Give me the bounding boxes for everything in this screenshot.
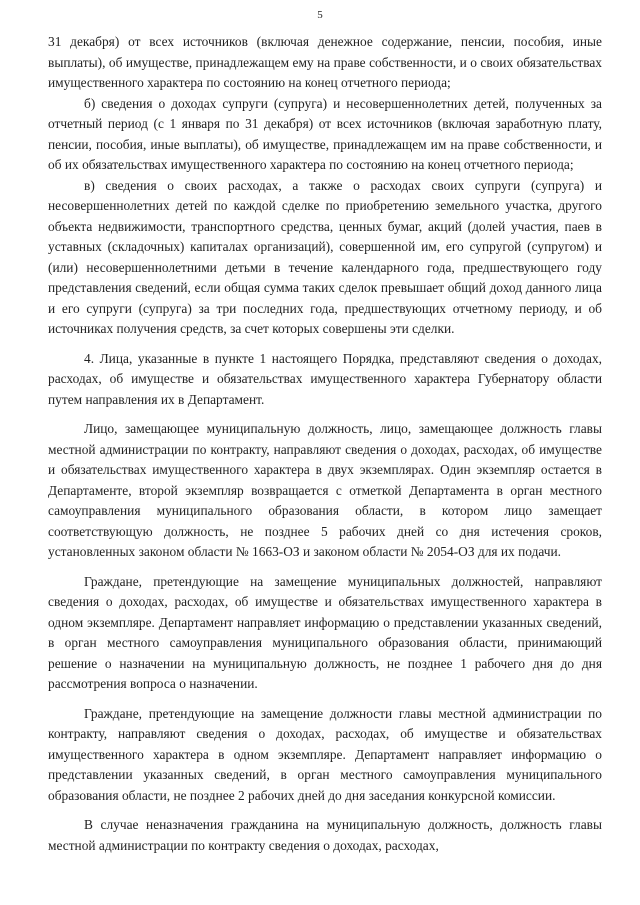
paragraph-continuation: 31 декабря) от всех источников (включая денежное содержание, пенсии, пособия, иные выплаты), об имуществе, принадлежащем ему на праве собственности, и о своих обязательствах имущественного характера по состоянию на конец отчетного периода; bbox=[48, 34, 602, 90]
paragraph-candidates-municipal: Граждане, претендующие на замещение муниципальных должностей, направляют сведения о доходах, расходах, об имуществе и обязательствах имущественного характера в одном экземпляре. Департамент направляет информацию о представлении указанных сведений, в орган местного самоуправления муниципального образования области, принимающий решение о назначении на муниципальную должность, не позднее 1 рабочего дня до дня рассмотрения вопроса о назначении. bbox=[48, 573, 602, 691]
paragraph-item-4: 4. Лица, указанные в пункте 1 настоящего Порядка, представляют сведения о доходах, расходах, об имуществе и обязательствах имущественного характера Губернатору области путем направления их в Департамент. bbox=[48, 350, 602, 407]
page-number: 5 bbox=[317, 9, 323, 21]
paragraph-v: в) сведения о своих расходах, а также о расходах своих супруги (супруга) и несовершеннолетних детей по каждой сделке по приобретению земельного участка, другого объекта недвижимости, транспортного средства, ценных бумаг, акций (долей участия, паев в уставных (складочных) капиталах организаций), совершенной им, его супругой (супругом) и (или) несовершеннолетними детьми в течение календарного года, предшествующего году представления сведений, если общая сумма таких сделок превышает общий доход данного лица и его супруги (супруга) за три последних года, предшествующих отчетному периоду, и об источниках получения средств, за счет которых совершены эти сделки. bbox=[48, 177, 602, 336]
paragraph-non-appointment: В случае неназначения гражданина на муниципальную должность, должность главы местной администрации по контракту сведения о доходах, расходах, bbox=[48, 817, 602, 853]
paragraph-candidates-head: Граждане, претендующие на замещение должности главы местной администрации по контракту, направляют сведения о доходах, расходах, об имуществе и обязательствах имущественного характера в одном экземпляре. Департамент направляет информацию о представлении указанных сведений, в орган местного самоуправления муниципального образования области, не позднее 2 рабочих дней до дня заседания конкурсной комиссии. bbox=[48, 705, 602, 803]
document-body bbox=[48, 32, 602, 856]
paragraph-municipal-officials: Лицо, замещающее муниципальную должность, лицо, замещающее должность главы местной администрации по контракту, направляют сведения о доходах, расходах, об имуществе и обязательствах имущественного характера в двух экземплярах. Один экземпляр остается в Департаменте, второй экземпляр возвращается с отметкой Департамента в орган местного самоуправления муниципального образования области, в котором лицо замещает соответствующую должность, не позднее 5 рабочих дней со дня истечения сроков, установленных законом области № 1663-ОЗ и законом области № 2054-ОЗ для их подачи. bbox=[48, 421, 602, 559]
paragraph-b: б) сведения о доходах супруги (супруга) и несовершеннолетних детей, полученных за отчетный период (с 1 января по 31 декабря) от всех источников (включая заработную плату, пенсии, пособия, иные выплаты), об имуществе, принадлежащем им на праве собственности, и об их обязательствах имущественного характера по состоянию на конец отчетного периода; bbox=[48, 95, 602, 172]
